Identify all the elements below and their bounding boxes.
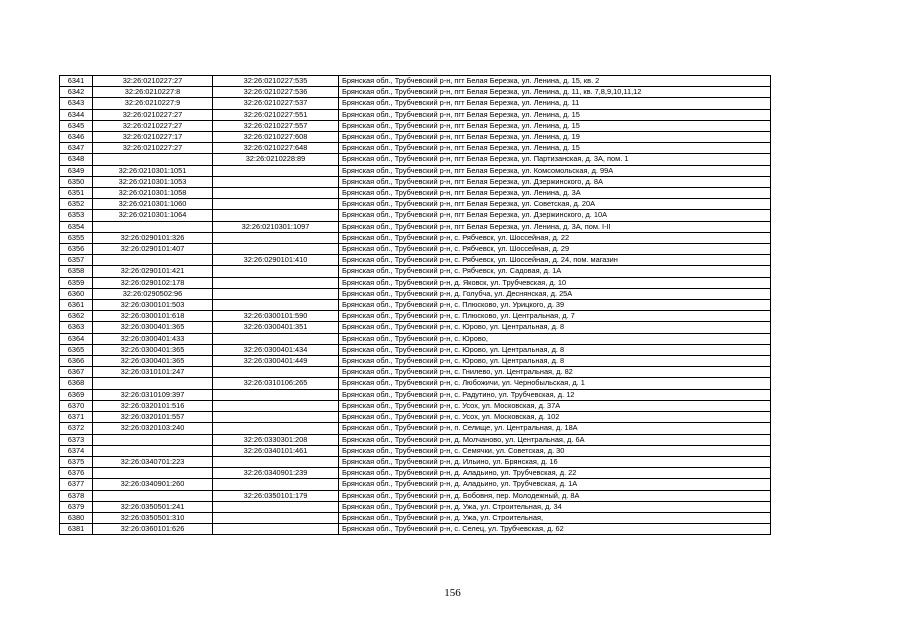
address-cell: Брянская обл., Трубчевский р-н, д. Бобовня, пер. Молодежный, д. 8А (339, 490, 771, 501)
table-row (60, 367, 771, 378)
row-number-cell: 6363 (60, 322, 93, 333)
land-cadastral-number-cell: 32:26:0320101:516 (93, 400, 213, 411)
table-row (60, 232, 771, 243)
building-cadastral-number-cell: 32:26:0210227:648 (213, 143, 339, 154)
land-cadastral-number-cell: 32:26:0290102:178 (93, 277, 213, 288)
land-cadastral-number-cell: 32:26:0310109:397 (93, 389, 213, 400)
building-cadastral-number-cell: 32:26:0210228:89 (213, 154, 339, 165)
table-row (60, 98, 771, 109)
land-cadastral-number-cell: 32:26:0210301:1058 (93, 188, 213, 199)
building-cadastral-number-cell (213, 244, 339, 255)
building-cadastral-number-cell (213, 456, 339, 467)
land-cadastral-number-cell: 32:26:0300101:618 (93, 311, 213, 322)
building-cadastral-number-cell (213, 501, 339, 512)
building-cadastral-number-cell: 32:26:0290101:410 (213, 255, 339, 266)
row-number-cell: 6373 (60, 434, 93, 445)
row-number-cell: 6349 (60, 165, 93, 176)
land-cadastral-number-cell: 32:26:0360101:626 (93, 524, 213, 535)
table-row (60, 143, 771, 154)
building-cadastral-number-cell (213, 367, 339, 378)
row-number-cell: 6374 (60, 445, 93, 456)
building-cadastral-number-cell (213, 512, 339, 523)
table-row (60, 76, 771, 87)
land-cadastral-number-cell: 32:26:0350501:310 (93, 512, 213, 523)
row-number-cell: 6371 (60, 412, 93, 423)
building-cadastral-number-cell (213, 412, 339, 423)
building-cadastral-number-cell: 32:26:0340101:461 (213, 445, 339, 456)
land-cadastral-number-cell: 32:26:0300401:365 (93, 322, 213, 333)
land-cadastral-number-cell: 32:26:0290101:407 (93, 244, 213, 255)
row-number-cell: 6350 (60, 176, 93, 187)
address-cell: Брянская обл., Трубчевский р-н, с. Юрово, ул. Центральная, д. 8 (339, 344, 771, 355)
address-cell: Брянская обл., Трубчевский р-н, с. Юрово, ул. Центральная, д. 8 (339, 322, 771, 333)
building-cadastral-number-cell: 32:26:0300401:351 (213, 322, 339, 333)
table-row (60, 412, 771, 423)
row-number-cell: 6365 (60, 344, 93, 355)
address-cell: Брянская обл., Трубчевский р-н, с. Любожичи, ул. Чернобыльская, д. 1 (339, 378, 771, 389)
table-row (60, 255, 771, 266)
building-cadastral-number-cell (213, 423, 339, 434)
land-cadastral-number-cell: 32:26:0340701:223 (93, 456, 213, 467)
building-cadastral-number-cell: 32:26:0350101:179 (213, 490, 339, 501)
building-cadastral-number-cell: 32:26:0210227:535 (213, 76, 339, 87)
table-row (60, 199, 771, 210)
land-cadastral-number-cell: 32:26:0210301:1051 (93, 165, 213, 176)
row-number-cell: 6343 (60, 98, 93, 109)
table-row (60, 132, 771, 143)
table-body (60, 76, 771, 535)
table-row (60, 445, 771, 456)
address-cell: Брянская обл., Трубчевский р-н, с. Плюсково, ул. Урицкого, д. 39 (339, 300, 771, 311)
address-cell: Брянская обл., Трубчевский р-н, пгт Белая Березка, ул. Ленина, д. 15 (339, 109, 771, 120)
row-number-cell: 6377 (60, 479, 93, 490)
land-cadastral-number-cell (93, 445, 213, 456)
table-row (60, 434, 771, 445)
row-number-cell: 6362 (60, 311, 93, 322)
building-cadastral-number-cell (213, 199, 339, 210)
land-cadastral-number-cell: 32:26:0320101:557 (93, 412, 213, 423)
table-row (60, 400, 771, 411)
address-cell: Брянская обл., Трубчевский р-н, пгт Белая Березка, ул. Ленина, д. 3А, пом. I-II (339, 221, 771, 232)
building-cadastral-number-cell: 32:26:0210227:536 (213, 87, 339, 98)
page-number: 156 (444, 587, 461, 599)
table-row (60, 479, 771, 490)
row-number-cell: 6375 (60, 456, 93, 467)
row-number-cell: 6351 (60, 188, 93, 199)
land-cadastral-number-cell: 32:26:0210227:9 (93, 98, 213, 109)
table-row (60, 333, 771, 344)
building-cadastral-number-cell: 32:26:0300101:590 (213, 311, 339, 322)
address-cell: Брянская обл., Трубчевский р-н, с. Юрово, ул. Центральная, д. 8 (339, 356, 771, 367)
building-cadastral-number-cell (213, 165, 339, 176)
land-cadastral-number-cell (93, 255, 213, 266)
land-cadastral-number-cell: 32:26:0310101:247 (93, 367, 213, 378)
land-cadastral-number-cell (93, 221, 213, 232)
building-cadastral-number-cell: 32:26:0210227:551 (213, 109, 339, 120)
land-cadastral-number-cell: 32:26:0300401:365 (93, 356, 213, 367)
land-cadastral-number-cell: 32:26:0210227:27 (93, 109, 213, 120)
row-number-cell: 6353 (60, 210, 93, 221)
address-cell: Брянская обл., Трубчевский р-н, д. Яковск, ул. Трубчевская, д. 10 (339, 277, 771, 288)
table-row (60, 322, 771, 333)
address-cell: Брянская обл., Трубчевский р-н, п. Селище, ул. Центральная, д. 18А (339, 423, 771, 434)
building-cadastral-number-cell (213, 277, 339, 288)
land-cadastral-number-cell (93, 434, 213, 445)
row-number-cell: 6342 (60, 87, 93, 98)
table-row (60, 524, 771, 535)
building-cadastral-number-cell (213, 210, 339, 221)
table-row (60, 277, 771, 288)
address-cell: Брянская обл., Трубчевский р-н, с. Плюсково, ул. Центральная, д. 7 (339, 311, 771, 322)
address-cell: Брянская обл., Трубчевский р-н, пгт Белая Березка, ул. Ленина, д. 11, кв. 7,8,9,10,11,12 (339, 87, 771, 98)
land-cadastral-number-cell: 32:26:0210301:1060 (93, 199, 213, 210)
land-cadastral-number-cell (93, 154, 213, 165)
row-number-cell: 6361 (60, 300, 93, 311)
land-cadastral-number-cell: 32:26:0210301:1064 (93, 210, 213, 221)
row-number-cell: 6360 (60, 288, 93, 299)
row-number-cell: 6341 (60, 76, 93, 87)
building-cadastral-number-cell (213, 479, 339, 490)
row-number-cell: 6345 (60, 120, 93, 131)
table-row (60, 221, 771, 232)
land-cadastral-number-cell: 32:26:0210301:1053 (93, 176, 213, 187)
row-number-cell: 6348 (60, 154, 93, 165)
land-cadastral-number-cell: 32:26:0210227:27 (93, 143, 213, 154)
address-cell: Брянская обл., Трубчевский р-н, с. Селец, ул. Трубчевская, д. 62 (339, 524, 771, 535)
table-row (60, 210, 771, 221)
address-cell: Брянская обл., Трубчевский р-н, пгт Белая Березка, ул. Ленина, д. 15 (339, 143, 771, 154)
address-cell: Брянская обл., Трубчевский р-н, с. Усох, ул. Московская, д. 37А (339, 400, 771, 411)
address-cell: Брянская обл., Трубчевский р-н, пгт Белая Березка, ул. Ленина, д. 15 (339, 120, 771, 131)
building-cadastral-number-cell (213, 300, 339, 311)
row-number-cell: 6356 (60, 244, 93, 255)
land-cadastral-number-cell (93, 490, 213, 501)
table-row (60, 87, 771, 98)
land-cadastral-number-cell (93, 468, 213, 479)
table-row (60, 120, 771, 131)
land-cadastral-number-cell: 32:26:0210227:17 (93, 132, 213, 143)
address-cell: Брянская обл., Трубчевский р-н, д. Аладьино, ул. Трубчевская, д. 1А (339, 479, 771, 490)
address-cell: Брянская обл., Трубчевский р-н, с. Рябчевск, ул. Шоссейная, д. 22 (339, 232, 771, 243)
table-row (60, 490, 771, 501)
row-number-cell: 6370 (60, 400, 93, 411)
row-number-cell: 6380 (60, 512, 93, 523)
land-cadastral-number-cell: 32:26:0290101:326 (93, 232, 213, 243)
address-cell: Брянская обл., Трубчевский р-н, с. Усох, ул. Московская, д. 102 (339, 412, 771, 423)
building-cadastral-number-cell: 32:26:0310106:265 (213, 378, 339, 389)
building-cadastral-number-cell: 32:26:0210227:608 (213, 132, 339, 143)
address-cell: Брянская обл., Трубчевский р-н, д. Ужа, ул. Строительная, д. 34 (339, 501, 771, 512)
building-cadastral-number-cell: 32:26:0210227:557 (213, 120, 339, 131)
address-cell: Брянская обл., Трубчевский р-н, пгт Белая Березка, ул. Комсомольская, д. 99А (339, 165, 771, 176)
table-row (60, 389, 771, 400)
address-cell: Брянская обл., Трубчевский р-н, д. Ужа, ул. Строительная, (339, 512, 771, 523)
land-cadastral-number-cell: 32:26:0290101:421 (93, 266, 213, 277)
table-row (60, 244, 771, 255)
land-cadastral-number-cell: 32:26:0210227:8 (93, 87, 213, 98)
table-row (60, 109, 771, 120)
row-number-cell: 6372 (60, 423, 93, 434)
address-cell: Брянская обл., Трубчевский р-н, с. Рябчевск, ул. Садовая, д. 1А (339, 266, 771, 277)
address-cell: Брянская обл., Трубчевский р-н, пгт Белая Березка, ул. Ленина, д. 19 (339, 132, 771, 143)
table-row (60, 423, 771, 434)
land-cadastral-number-cell: 32:26:0300401:365 (93, 344, 213, 355)
row-number-cell: 6344 (60, 109, 93, 120)
land-cadastral-number-cell: 32:26:0210227:27 (93, 120, 213, 131)
land-cadastral-number-cell (93, 378, 213, 389)
building-cadastral-number-cell (213, 288, 339, 299)
address-cell: Брянская обл., Трубчевский р-н, пгт Белая Березка, ул. Ленина, д. 15, кв. 2 (339, 76, 771, 87)
address-cell: Брянская обл., Трубчевский р-н, с. Рябчевск, ул. Шоссейная, д. 29 (339, 244, 771, 255)
address-cell: Брянская обл., Трубчевский р-н, пгт Белая Березка, ул. Дзержинского, д. 8А (339, 176, 771, 187)
land-cadastral-number-cell: 32:26:0300101:503 (93, 300, 213, 311)
row-number-cell: 6346 (60, 132, 93, 143)
land-cadastral-number-cell: 32:26:0320103:240 (93, 423, 213, 434)
building-cadastral-number-cell (213, 389, 339, 400)
address-cell: Брянская обл., Трубчевский р-н, д. Аладьино, ул. Трубчевская, д. 22 (339, 468, 771, 479)
land-cadastral-number-cell: 32:26:0340901:260 (93, 479, 213, 490)
table-row (60, 288, 771, 299)
building-cadastral-number-cell (213, 333, 339, 344)
table-row (60, 266, 771, 277)
table-row (60, 344, 771, 355)
building-cadastral-number-cell (213, 188, 339, 199)
address-cell: Брянская обл., Трубчевский р-н, д. Голубча, ул. Деснянская, д. 25А (339, 288, 771, 299)
building-cadastral-number-cell (213, 266, 339, 277)
land-cadastral-number-cell: 32:26:0300401:433 (93, 333, 213, 344)
land-cadastral-number-cell: 32:26:0350501:241 (93, 501, 213, 512)
address-cell: Брянская обл., Трубчевский р-н, д. Ильино, ул. Брянская, д. 16 (339, 456, 771, 467)
address-cell: Брянская обл., Трубчевский р-н, пгт Белая Березка, ул. Советская, д. 20А (339, 199, 771, 210)
table-row (60, 468, 771, 479)
building-cadastral-number-cell: 32:26:0340901:239 (213, 468, 339, 479)
row-number-cell: 6347 (60, 143, 93, 154)
address-cell: Брянская обл., Трубчевский р-н, с. Юрово, (339, 333, 771, 344)
table-row (60, 501, 771, 512)
address-cell: Брянская обл., Трубчевский р-н, с. Радутино, ул. Трубчевская, д. 12 (339, 389, 771, 400)
table-row (60, 456, 771, 467)
row-number-cell: 6381 (60, 524, 93, 535)
row-number-cell: 6368 (60, 378, 93, 389)
row-number-cell: 6352 (60, 199, 93, 210)
row-number-cell: 6378 (60, 490, 93, 501)
row-number-cell: 6364 (60, 333, 93, 344)
table-row (60, 356, 771, 367)
building-cadastral-number-cell: 32:26:0300401:449 (213, 356, 339, 367)
address-cell: Брянская обл., Трубчевский р-н, с. Гнилево, ул. Центральная, д. 82 (339, 367, 771, 378)
address-cell: Брянская обл., Трубчевский р-н, с. Рябчевск, ул. Шоссейная, д. 24, пом. магазин (339, 255, 771, 266)
row-number-cell: 6367 (60, 367, 93, 378)
building-cadastral-number-cell: 32:26:0210227:537 (213, 98, 339, 109)
address-cell: Брянская обл., Трубчевский р-н, пгт Белая Березка, ул. Ленина, д. 11 (339, 98, 771, 109)
table-row (60, 512, 771, 523)
row-number-cell: 6357 (60, 255, 93, 266)
land-cadastral-number-cell: 32:26:0290502:96 (93, 288, 213, 299)
table-row (60, 378, 771, 389)
building-cadastral-number-cell (213, 232, 339, 243)
row-number-cell: 6354 (60, 221, 93, 232)
address-cell: Брянская обл., Трубчевский р-н, с. Семячки, ул. Советская, д. 30 (339, 445, 771, 456)
address-cell: Брянская обл., Трубчевский р-н, д. Молчаново, ул. Центральная, д. 6А (339, 434, 771, 445)
building-cadastral-number-cell: 32:26:0210301:1097 (213, 221, 339, 232)
building-cadastral-number-cell (213, 400, 339, 411)
table-row (60, 165, 771, 176)
row-number-cell: 6366 (60, 356, 93, 367)
row-number-cell: 6355 (60, 232, 93, 243)
property-table (59, 75, 771, 535)
table-row (60, 188, 771, 199)
row-number-cell: 6369 (60, 389, 93, 400)
building-cadastral-number-cell: 32:26:0300401:434 (213, 344, 339, 355)
row-number-cell: 6359 (60, 277, 93, 288)
table-row (60, 300, 771, 311)
table-row (60, 176, 771, 187)
row-number-cell: 6379 (60, 501, 93, 512)
address-cell: Брянская обл., Трубчевский р-н, пгт Белая Березка, ул. Ленина, д. 3А (339, 188, 771, 199)
table-row (60, 154, 771, 165)
building-cadastral-number-cell: 32:26:0330301:208 (213, 434, 339, 445)
table-row (60, 311, 771, 322)
land-cadastral-number-cell: 32:26:0210227:27 (93, 76, 213, 87)
address-cell: Брянская обл., Трубчевский р-н, пгт Белая Березка, ул. Партизанская, д. 3А, пом. 1 (339, 154, 771, 165)
building-cadastral-number-cell (213, 176, 339, 187)
building-cadastral-number-cell (213, 524, 339, 535)
address-cell: Брянская обл., Трубчевский р-н, пгт Белая Березка, ул. Дзержинского, д. 10А (339, 210, 771, 221)
row-number-cell: 6358 (60, 266, 93, 277)
row-number-cell: 6376 (60, 468, 93, 479)
